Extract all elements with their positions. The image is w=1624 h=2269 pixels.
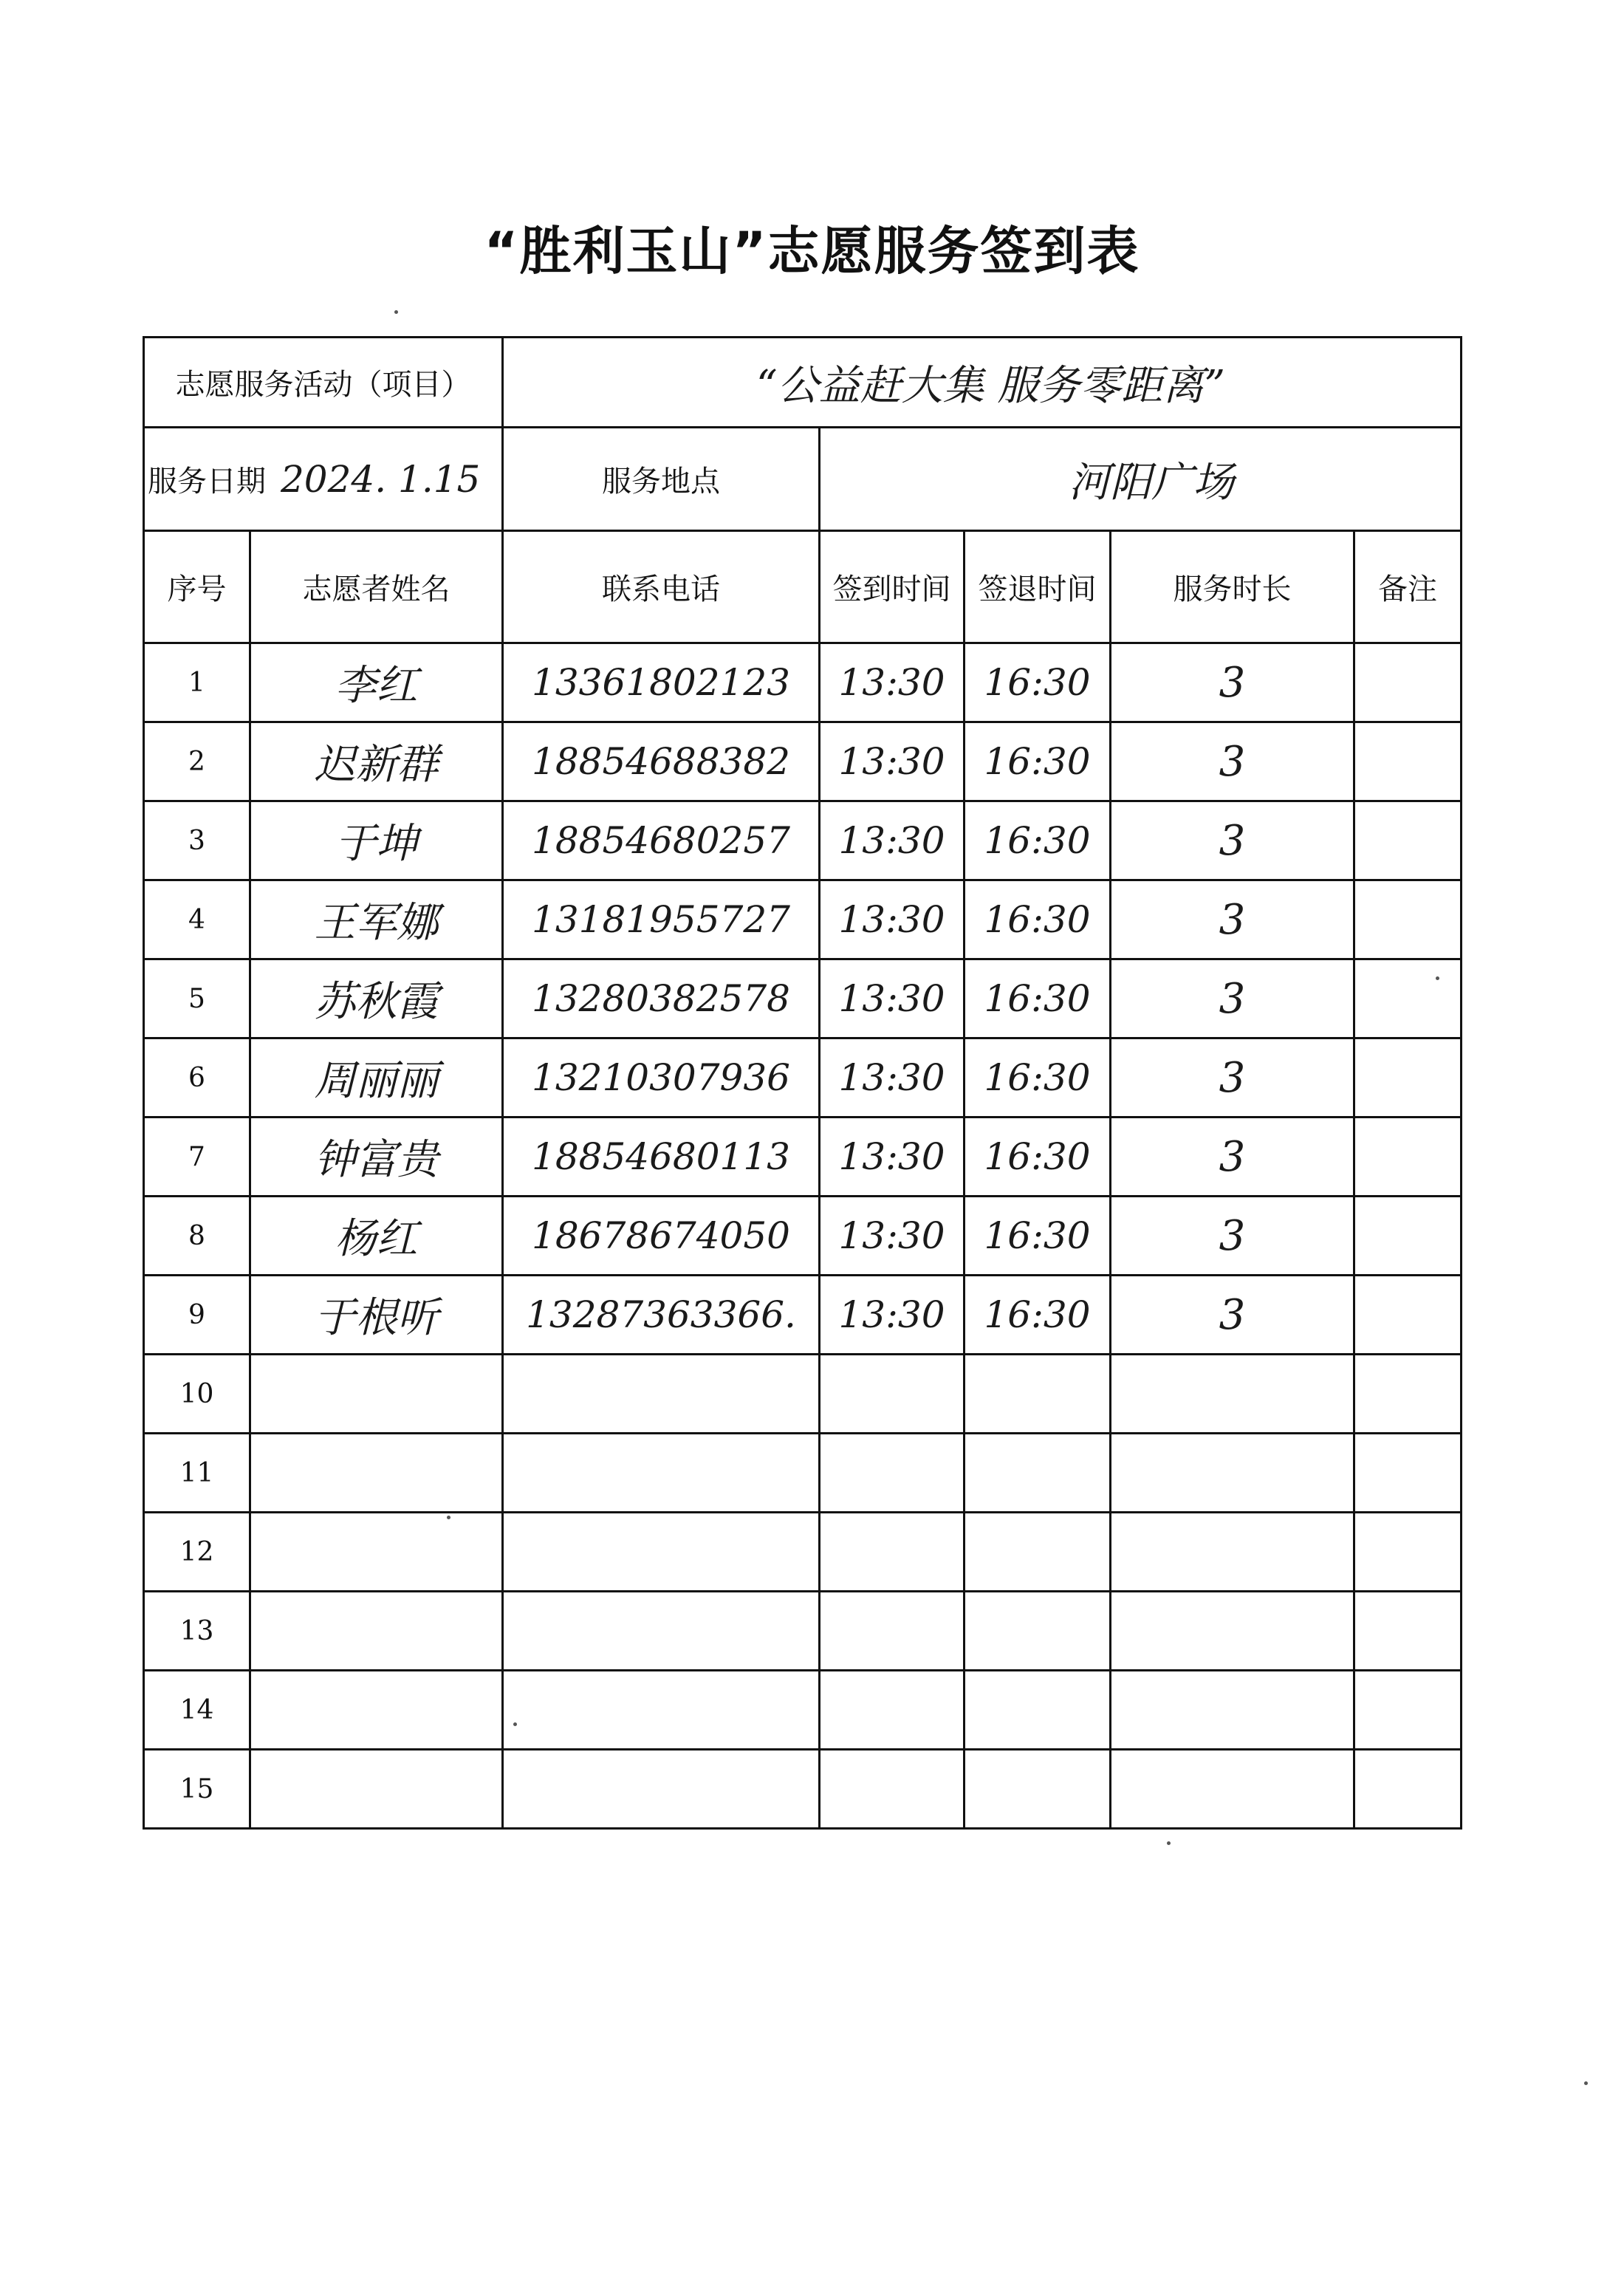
row-number: 15 [179, 1773, 214, 1804]
sign-out-time: 16:30 [984, 1135, 1091, 1178]
volunteer-name-cell [250, 959, 503, 1038]
header-row [144, 531, 1462, 643]
service-hours-cell [1111, 1513, 1354, 1592]
sign-in-time-cell [820, 880, 965, 959]
row-number-cell [144, 880, 250, 959]
row-number: 12 [179, 1536, 214, 1567]
table-row [144, 1276, 1462, 1355]
service-hours-cell [1111, 1671, 1354, 1750]
phone-number: 13181955727 [532, 898, 790, 941]
sign-in-time-cell [820, 1276, 965, 1355]
row-number: 5 [188, 983, 205, 1014]
sign-out-time-cell [965, 643, 1111, 722]
note-cell [1354, 801, 1462, 880]
service-hours: 3 [1219, 1132, 1246, 1181]
date-location-row [144, 428, 1462, 531]
col-header-note: 备注 [1354, 531, 1462, 643]
note-cell [1354, 722, 1462, 801]
sign-in-time-cell [820, 1118, 965, 1197]
note-cell [1354, 1750, 1462, 1829]
volunteer-name-cell [250, 1355, 503, 1434]
volunteer-name-cell [250, 1118, 503, 1197]
service-hours-cell [1111, 1197, 1354, 1276]
service-hours: 3 [1219, 974, 1246, 1023]
activity-label: 志愿服务活动（项目） [175, 368, 471, 402]
sign-in-time: 13:30 [838, 1056, 945, 1099]
date-value: 2024. 1.15 [281, 457, 481, 501]
date-label: 服务日期 [148, 465, 266, 499]
sign-in-time: 13:30 [838, 1214, 945, 1257]
row-number: 11 [179, 1457, 214, 1488]
sign-in-time-cell [820, 1434, 965, 1513]
sign-in-time-cell [820, 643, 965, 722]
row-number-cell [144, 959, 250, 1038]
col-header-phone: 联系电话 [503, 531, 820, 643]
volunteer-name-cell [250, 801, 503, 880]
row-number-cell [144, 1592, 250, 1671]
sign-in-table [143, 336, 1462, 1830]
volunteer-name: 王军娜 [314, 899, 439, 947]
sign-in-time: 13:30 [838, 1135, 945, 1178]
sign-in-time-cell [820, 1750, 965, 1829]
note-cell [1354, 959, 1462, 1038]
sign-out-time-cell [965, 1038, 1111, 1118]
row-number: 8 [188, 1220, 205, 1251]
sign-out-time: 16:30 [984, 1293, 1091, 1336]
table-row [144, 1513, 1462, 1592]
service-hours-cell [1111, 880, 1354, 959]
sign-out-time-cell [965, 1434, 1111, 1513]
service-hours-cell [1111, 1434, 1354, 1513]
service-hours: 3 [1219, 1053, 1246, 1102]
form-title: “胜利玉山”志愿服务签到表 [484, 221, 1140, 281]
phone-number: 18854680113 [532, 1135, 790, 1178]
sign-in-time-cell [820, 801, 965, 880]
sign-out-time-cell [965, 1355, 1111, 1434]
row-number-cell [144, 1355, 250, 1434]
sign-out-time-cell [965, 801, 1111, 880]
volunteer-name-cell [250, 1513, 503, 1592]
sign-out-time-cell [965, 1513, 1111, 1592]
sign-out-time-cell [965, 1750, 1111, 1829]
row-number-cell [144, 1671, 250, 1750]
phone-number-cell [503, 880, 820, 959]
phone-number-cell [503, 1434, 820, 1513]
service-hours-cell [1111, 722, 1354, 801]
phone-number: 13280382578 [532, 977, 790, 1020]
note-cell [1354, 1434, 1462, 1513]
service-hours-cell [1111, 1038, 1354, 1118]
sign-in-time-cell [820, 1513, 965, 1592]
table-row [144, 1434, 1462, 1513]
sign-out-time: 16:30 [984, 977, 1091, 1020]
row-number-cell [144, 1276, 250, 1355]
volunteer-name-cell [250, 1750, 503, 1829]
service-hours-cell [1111, 1118, 1354, 1197]
note-cell [1354, 1038, 1462, 1118]
table-row [144, 959, 1462, 1038]
phone-number: 13210307936 [532, 1056, 790, 1099]
sign-in-time-cell [820, 1355, 965, 1434]
sign-out-time-cell [965, 1276, 1111, 1355]
col-header-sign-out: 签退时间 [965, 531, 1111, 643]
sign-in-time: 13:30 [838, 898, 945, 941]
location-value: 河阳广场 [1069, 458, 1234, 507]
service-hours-cell [1111, 1276, 1354, 1355]
table-row [144, 1592, 1462, 1671]
service-hours-cell [1111, 801, 1354, 880]
note-cell [1354, 1513, 1462, 1592]
note-cell [1354, 880, 1462, 959]
volunteer-name-cell [250, 1434, 503, 1513]
sign-in-time-cell [820, 1671, 965, 1750]
volunteer-name-cell [250, 880, 503, 959]
note-cell [1354, 1671, 1462, 1750]
sign-out-time: 16:30 [984, 819, 1091, 862]
phone-number: 18854680257 [532, 819, 790, 862]
sign-in-time: 13:30 [838, 819, 945, 862]
row-number: 2 [188, 746, 205, 777]
row-number-cell [144, 1118, 250, 1197]
table-row [144, 801, 1462, 880]
row-number-cell [144, 1434, 250, 1513]
volunteer-name-cell [250, 1038, 503, 1118]
phone-number-cell [503, 801, 820, 880]
table-row [144, 880, 1462, 959]
table-row [144, 722, 1462, 801]
phone-number: 13287363366. [526, 1293, 796, 1336]
sign-out-time: 16:30 [984, 898, 1091, 941]
phone-number-cell [503, 1513, 820, 1592]
volunteer-name: 李红 [335, 662, 418, 710]
sign-in-time-cell [820, 1197, 965, 1276]
volunteer-name: 杨红 [335, 1215, 418, 1263]
col-header-sign-in: 签到时间 [820, 531, 965, 643]
row-number-cell [144, 1038, 250, 1118]
service-hours: 3 [1219, 816, 1246, 865]
phone-number-cell [503, 1118, 820, 1197]
volunteer-name: 于根听 [314, 1294, 439, 1342]
table-row [144, 1197, 1462, 1276]
phone-number-cell [503, 1038, 820, 1118]
row-number-cell [144, 1197, 250, 1276]
phone-number-cell [503, 722, 820, 801]
sign-in-time-cell [820, 722, 965, 801]
phone-number-cell [503, 1355, 820, 1434]
row-number: 6 [188, 1062, 205, 1093]
row-number: 3 [188, 825, 205, 856]
note-cell [1354, 1118, 1462, 1197]
sign-out-time: 16:30 [984, 1056, 1091, 1099]
volunteer-name: 苏秋霞 [314, 978, 439, 1026]
phone-number-cell [503, 1276, 820, 1355]
row-number-cell [144, 801, 250, 880]
sign-in-time: 13:30 [838, 977, 945, 1020]
phone-number-cell [503, 959, 820, 1038]
row-number: 1 [188, 667, 205, 698]
table-row [144, 1671, 1462, 1750]
table-row [144, 643, 1462, 722]
row-number: 7 [188, 1141, 205, 1172]
phone-number-cell [503, 1197, 820, 1276]
row-number-cell [144, 1750, 250, 1829]
note-cell [1354, 1355, 1462, 1434]
col-header-name: 志愿者姓名 [250, 531, 503, 643]
note-cell [1354, 1276, 1462, 1355]
service-hours-cell [1111, 1355, 1354, 1434]
row-number: 9 [188, 1299, 205, 1330]
activity-value-cell [503, 338, 1462, 428]
volunteer-name-cell [250, 643, 503, 722]
col-header-hours: 服务时长 [1111, 531, 1354, 643]
activity-row [144, 338, 1462, 428]
sign-out-time: 16:30 [984, 1214, 1091, 1257]
sign-in-time: 13:30 [838, 740, 945, 783]
sign-out-time-cell [965, 1671, 1111, 1750]
volunteer-name: 迟新群 [314, 741, 439, 789]
col-header-no: 序号 [144, 531, 250, 643]
service-hours-cell [1111, 1592, 1354, 1671]
phone-number-cell [503, 1750, 820, 1829]
note-cell [1354, 1592, 1462, 1671]
sign-out-time-cell [965, 959, 1111, 1038]
phone-number-cell [503, 1671, 820, 1750]
service-hours: 3 [1219, 737, 1246, 786]
volunteer-name: 于坤 [335, 820, 418, 868]
volunteer-name-cell [250, 1671, 503, 1750]
phone-number-cell [503, 1592, 820, 1671]
row-number-cell [144, 1513, 250, 1592]
sign-out-time-cell [965, 1592, 1111, 1671]
sign-in-time: 13:30 [838, 1293, 945, 1336]
note-cell [1354, 643, 1462, 722]
sign-in-time: 13:30 [838, 661, 945, 704]
service-hours-cell [1111, 643, 1354, 722]
sign-in-time-cell [820, 959, 965, 1038]
activity-label-cell [144, 338, 503, 428]
table-row [144, 1750, 1462, 1829]
note-cell [1354, 1197, 1462, 1276]
service-hours: 3 [1219, 1290, 1246, 1339]
date-cell [144, 428, 503, 531]
table-row [144, 1355, 1462, 1434]
phone-number: 18678674050 [532, 1214, 790, 1257]
row-number: 13 [179, 1615, 214, 1646]
sign-in-time-cell [820, 1592, 965, 1671]
location-label-cell [503, 428, 820, 531]
phone-number-cell [503, 643, 820, 722]
phone-number: 13361802123 [532, 661, 790, 704]
sign-out-time-cell [965, 1118, 1111, 1197]
service-hours: 3 [1219, 1211, 1246, 1260]
row-number: 4 [188, 904, 205, 935]
volunteer-name-cell [250, 1276, 503, 1355]
sign-in-time-cell [820, 1038, 965, 1118]
sign-out-time-cell [965, 1197, 1111, 1276]
service-hours: 3 [1219, 658, 1246, 707]
phone-number: 18854688382 [532, 740, 790, 783]
volunteer-name-cell [250, 1592, 503, 1671]
activity-value: “公益赶大集 服务零距离” [756, 361, 1226, 410]
service-hours-cell [1111, 959, 1354, 1038]
location-value-cell [820, 428, 1462, 531]
sign-out-time-cell [965, 722, 1111, 801]
row-number: 10 [179, 1378, 214, 1409]
row-number: 14 [179, 1694, 214, 1725]
table-row [144, 1118, 1462, 1197]
service-hours-cell [1111, 1750, 1354, 1829]
volunteer-name: 周丽丽 [314, 1057, 439, 1105]
volunteer-name-cell [250, 1197, 503, 1276]
sign-out-time: 16:30 [984, 661, 1091, 704]
row-number-cell [144, 643, 250, 722]
row-number-cell [144, 722, 250, 801]
service-hours: 3 [1219, 895, 1246, 944]
sign-out-time-cell [965, 880, 1111, 959]
location-label: 服务地点 [602, 465, 720, 499]
table-row [144, 1038, 1462, 1118]
sign-out-time: 16:30 [984, 740, 1091, 783]
volunteer-name: 钟富贵 [314, 1136, 439, 1184]
volunteer-name-cell [250, 722, 503, 801]
